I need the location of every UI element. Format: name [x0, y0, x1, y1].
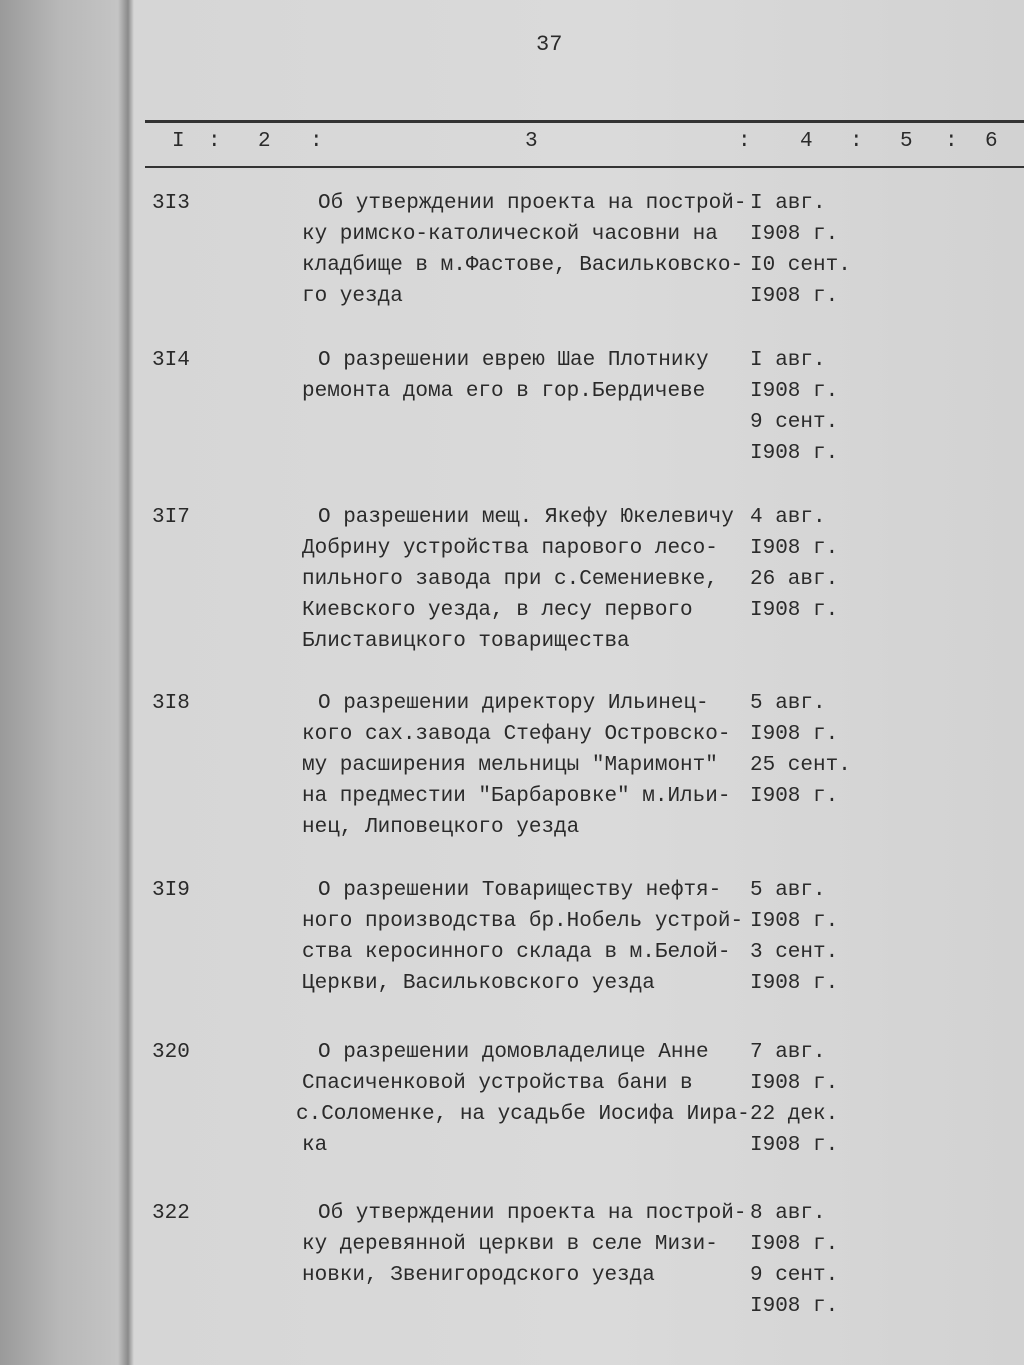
entry-text-line: Церкви, Васильковского уезда [302, 972, 655, 995]
header-col-3: 3 [525, 130, 538, 153]
header-sep: : [208, 130, 221, 153]
entry-number: 3I4 [152, 349, 190, 372]
entry-date: I908 г. [750, 1072, 839, 1095]
entry-text-line: му расширения мельницы "Маримонт" [302, 754, 718, 777]
entry-text-line: Спасиченковой устройства бани в [302, 1072, 693, 1095]
entry-date: I908 г. [750, 910, 839, 933]
entry-date: I908 г. [750, 537, 839, 560]
entry-date: I908 г. [750, 1233, 839, 1256]
entry-date: I908 г. [750, 723, 839, 746]
entry-text-line: Добрину устройства парового лесо- [302, 537, 718, 560]
header-top-rule [145, 120, 1024, 123]
entry-date: I908 г. [750, 442, 839, 465]
entry-text-line: О разрешении мещ. Якефу Юкелевичу [318, 506, 734, 529]
entry-date: 4 авг. [750, 506, 826, 529]
entry-text-line: с.Соломенке, на усадьбе Иосифа Иира- [296, 1103, 750, 1126]
entry-number: 3I7 [152, 506, 190, 529]
entry-date: I908 г. [750, 223, 839, 246]
header-sep: : [945, 130, 958, 153]
entry-date: I908 г. [750, 1134, 839, 1157]
entry-text-line: О разрешении еврею Шае Плотнику [318, 349, 709, 372]
header-sep: : [850, 130, 863, 153]
entry-number: 3I8 [152, 692, 190, 715]
entry-date: I908 г. [750, 972, 839, 995]
entry-text-line: Блиставицкого товарищества [302, 630, 630, 653]
header-col-5: 5 [900, 130, 913, 153]
entry-text-line: кого сах.завода Стефану Островско- [302, 723, 731, 746]
entry-text-line: ку римско-католической часовни на [302, 223, 718, 246]
entry-number: 322 [152, 1202, 190, 1225]
entry-text-line: ка [302, 1134, 328, 1157]
entry-text-line: Об утверждении проекта на построй- [318, 192, 747, 215]
entry-date: 26 авг. [750, 568, 839, 591]
header-col-1: I [172, 130, 185, 153]
entry-text-line: О разрешении директору Ильинец- [318, 692, 709, 715]
entry-text-line: Киевского уезда, в лесу первого [302, 599, 693, 622]
entry-text-line: ку деревянной церкви в селе Мизи- [302, 1233, 718, 1256]
entry-text-line: кладбище в м.Фастове, Васильковско- [302, 254, 744, 277]
entry-date: 7 авг. [750, 1041, 826, 1064]
entry-number: 3I9 [152, 879, 190, 902]
header-bottom-rule [145, 166, 1024, 168]
entry-number: 3I3 [152, 192, 190, 215]
entry-date: I908 г. [750, 1295, 839, 1318]
entry-text-line: ства керосинного склада в м.Белой- [302, 941, 731, 964]
header-col-4: 4 [800, 130, 813, 153]
entry-date: 9 сент. [750, 1264, 839, 1287]
entry-date: I908 г. [750, 285, 839, 308]
entry-date: 5 авг. [750, 879, 826, 902]
entry-date: 22 дек. [750, 1103, 839, 1126]
entry-date: I0 сент. [750, 254, 851, 277]
entry-date: 8 авг. [750, 1202, 826, 1225]
entry-text-line: О разрешении домовладелице Анне [318, 1041, 709, 1064]
entry-date: 5 авг. [750, 692, 826, 715]
entry-text-line: ремонта дома его в гор.Бердичеве [302, 380, 706, 403]
entry-text-line: новки, Звенигородского уезда [302, 1264, 655, 1287]
header-col-2: 2 [258, 130, 271, 153]
entry-date: I авг. [750, 349, 826, 372]
entry-date: I908 г. [750, 380, 839, 403]
entry-text-line: нец, Липовецкого уезда [302, 816, 580, 839]
entry-date: I908 г. [750, 785, 839, 808]
entry-date: I908 г. [750, 599, 839, 622]
header-sep: : [738, 130, 751, 153]
header-sep: : [310, 130, 323, 153]
entry-text-line: ного производства бр.Нобель устрой- [302, 910, 744, 933]
entry-number: 320 [152, 1041, 190, 1064]
entry-date: 9 сент. [750, 411, 839, 434]
header-col-6: 6 [985, 130, 998, 153]
entry-text-line: О разрешении Товариществу нефтя- [318, 879, 722, 902]
entry-text-line: пильного завода при с.Семениевке, [302, 568, 718, 591]
entry-text-line: Об утверждении проекта на построй- [318, 1202, 747, 1225]
entry-text-line: на предместии "Барбаровке" м.Ильи- [302, 785, 731, 808]
entry-text-line: го уезда [302, 285, 403, 308]
page-number: 37 [536, 32, 563, 57]
entry-date: 3 сент. [750, 941, 839, 964]
entry-date: 25 сент. [750, 754, 851, 777]
entry-date: I авг. [750, 192, 826, 215]
